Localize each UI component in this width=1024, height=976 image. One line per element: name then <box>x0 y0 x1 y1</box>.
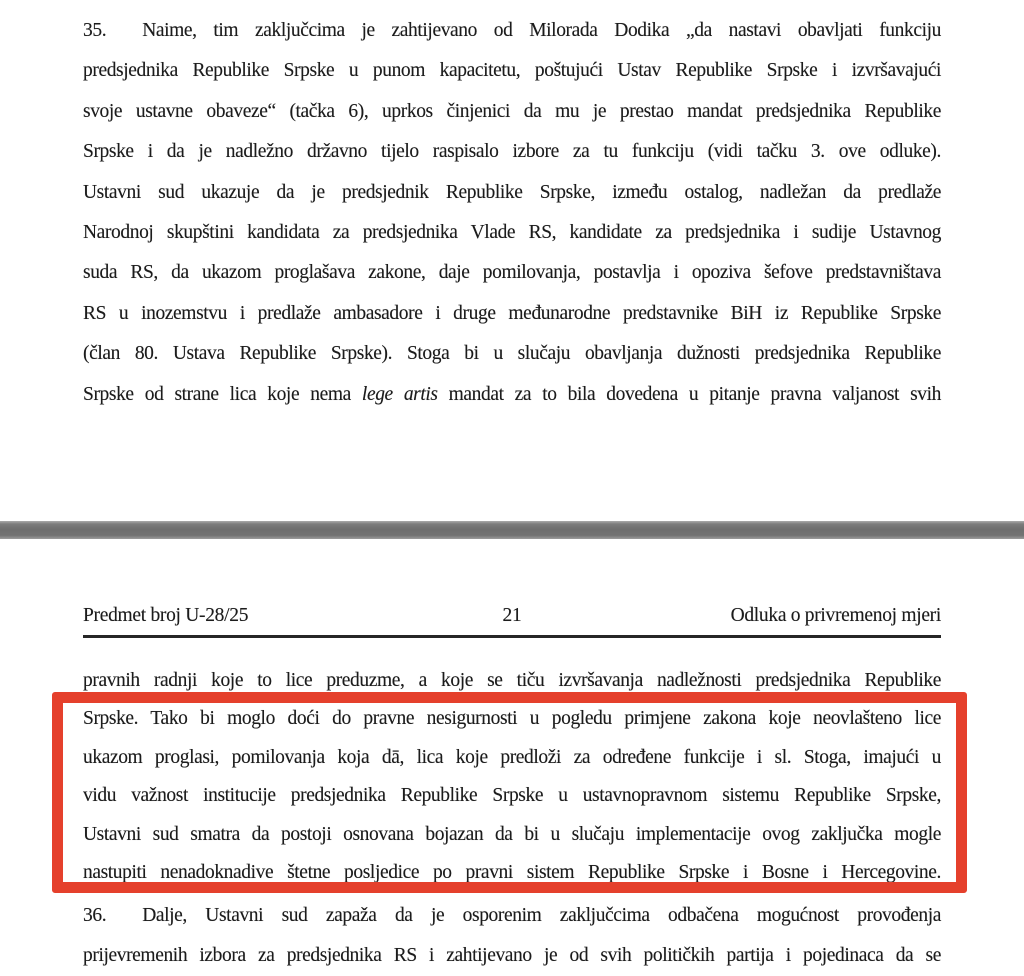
text-segment: vidu važnost institucije predsjednika Republike Srpske u ustavnopravnom sistemu Republike Srpske, <box>83 785 941 807</box>
page-number-label: 21 <box>502 605 522 626</box>
text-line <box>83 132 941 172</box>
text-segment: Narodnoj skupštini kandidata za predsjednika Vlade RS, kandidate za predsjednika i sudije Ustavnog <box>83 222 941 244</box>
paragraph-number: 35. <box>83 20 107 41</box>
text-line <box>83 936 941 976</box>
running-header <box>83 603 941 629</box>
text-line <box>83 51 941 91</box>
text-segment: ukazom proglasi, pomilovanja koja dā, lica koje predloži za određene funkcije i sl. Stoga, imajući u <box>83 746 941 768</box>
text-line <box>83 375 941 415</box>
text-segment: suda RS, da ukazom proglašava zakone, daje pomilovanja, postavlja i opoziva šefove predstavništava <box>83 262 941 284</box>
text-segment: Ustavni sud smatra da postoji osnovana bojazan da bi u slučaju implementacije ovog zaključka mogle <box>83 823 941 845</box>
text-segment: Srpske. Tako bi moglo doći do pravne nesigurnosti u pogledu primjene zakona koje neovlašteno lice <box>83 708 941 730</box>
text-segment: nastupiti nenadoknadive štetne posljedice po pravni sistem Republike Srpske i Bosne i Hercegovine. <box>83 862 941 884</box>
paragraph-36 <box>83 896 941 976</box>
text-segment: prijevremenih izbora za predsjednika RS i zahtijevano je od svih političkih partija i pojedinaca da se <box>83 945 941 966</box>
text-segment: predsjednika Republike Srpske u punom kapacitetu, poštujući Ustav Republike Srpske i izvršavajući <box>83 60 941 82</box>
text-segment: svoje ustavne obaveze“ (tačka 6), uprkos činjenici da mu je prestao mandat predsjednika Republike <box>83 100 941 122</box>
page-gap-separator <box>0 521 1024 539</box>
text-line <box>83 253 941 293</box>
text-segment: RS u inozemstvu i predlaže ambasadore i druge međunarodne predstavnike BiH iz Republike Srpske <box>83 302 941 324</box>
text-segment: Srpske i da je nadležno državno tijelo raspisalo izbore za tu funkciju (vidi tačku 3. ove odluke). <box>83 141 941 163</box>
text-segment: mandat za to bila dovedena u pitanje pravna valjanost svih <box>437 383 941 405</box>
paragraph-number: 36. <box>83 905 107 926</box>
text-segment: Naime, tim zaključcima je zahtijevano od Milorada Dodika „da nastavi obavljati funkciju <box>142 20 941 41</box>
highlight-box <box>52 692 967 893</box>
paragraph-35 <box>83 11 941 415</box>
text-segment: pravnih radnji koje to lice preduzme, a koje se tiču izvršavanja nadležnosti predsjednika Republike <box>83 670 941 691</box>
text-line <box>83 294 941 334</box>
header-rule <box>83 635 941 638</box>
case-number-label: Predmet broj U-28/25 <box>83 605 249 626</box>
text-line <box>83 334 941 374</box>
text-segment: (član 80. Ustava Republike Srpske). Stoga bi u slučaju obavljanja dužnosti predsjednika Republike <box>83 343 941 365</box>
text-line <box>83 173 941 213</box>
document-title-label: Odluka o privremenoj mjeri <box>730 605 941 626</box>
text-line <box>83 896 941 936</box>
text-segment: Ustavni sud ukazuje da je predsjednik Republike Srpske, između ostalog, nadležan da predlaže <box>83 181 941 203</box>
italic-phrase: lege artis <box>361 383 438 405</box>
text-segment: Srpske od strane lica koje nema <box>83 383 362 405</box>
text-line <box>83 213 941 253</box>
text-line <box>83 92 941 132</box>
text-segment: Dalje, Ustavni sud zapaža da je osporenim zaključcima odbačena mogućnost provođenja <box>142 905 941 926</box>
text-line <box>83 11 941 51</box>
